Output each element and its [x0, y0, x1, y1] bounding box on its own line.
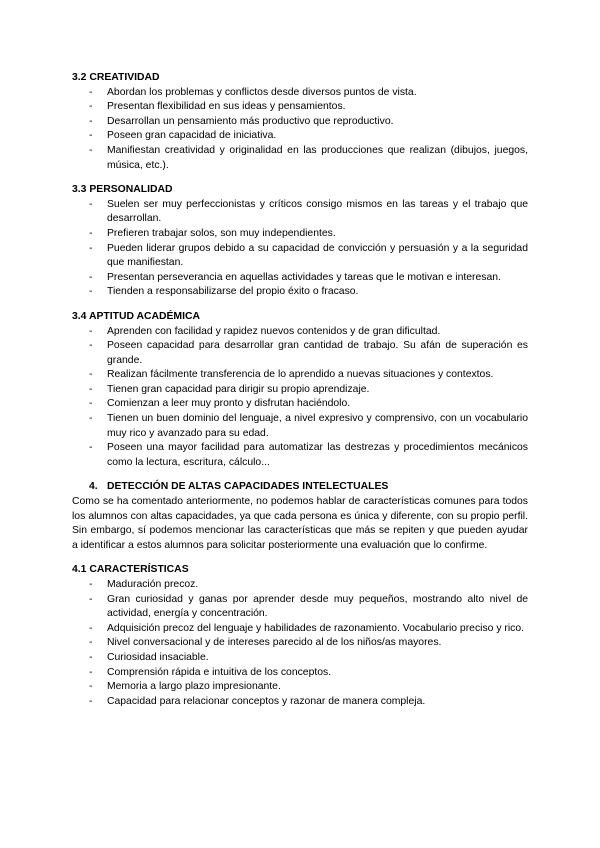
dash-bullet: - — [89, 227, 93, 239]
list-item: - Comprensión rápida e intuitiva de los conceptos. — [72, 666, 528, 681]
list-item: - Presentan flexibilidad en sus ideas y pensamientos. — [72, 100, 528, 115]
dash-bullet: - — [89, 681, 93, 693]
dash-bullet: - — [89, 398, 93, 410]
dash-bullet: - — [89, 325, 93, 337]
list-item: - Desarrollan un pensamiento más productivo que reproductivo. — [72, 115, 528, 130]
dash-bullet: - — [89, 651, 93, 663]
list-item: - Comienzan a leer muy pronto y disfrutan haciéndolo. — [72, 397, 528, 412]
list-item: - Pueden liderar grupos debido a su capacidad de convicción y persuasión y a la seguridad que manifiestan. — [89, 242, 528, 269]
bullet-list — [72, 325, 528, 471]
document-page — [72, 71, 528, 719]
list-item: - Capacidad para relacionar conceptos y razonar de manera compleja. — [72, 695, 528, 710]
list-item: - Poseen gran capacidad de iniciativa. — [72, 129, 528, 144]
list-item: - Presentan perseverancia en aquellas actividades y tareas que le motivan e interesan. — [72, 271, 528, 286]
chapter-number: 4. — [89, 481, 98, 493]
bullet-list — [72, 578, 528, 709]
dash-bullet: - — [89, 622, 93, 634]
dash-bullet: - — [89, 383, 93, 395]
chapter-heading — [72, 480, 528, 495]
dash-bullet: - — [89, 413, 93, 425]
list-item: - Poseen una mayor facilidad para automatizar las destrezas y procedimientos mecánicos como la lectura, escritura, cálculo... — [89, 442, 528, 468]
dash-bullet: - — [89, 86, 93, 98]
dash-bullet: - — [89, 369, 93, 381]
dash-bullet: - — [89, 340, 93, 352]
section-aptitud-academica — [72, 310, 528, 471]
body-paragraph: Como se ha comentado anteriormente, no podemos hablar de características comunes para todos los alumnos con altas capacidades, ya que cada persona es única y diferente, con su propio perfil. Sin embargo, sí podemos mencionar las características que más se repiten y que pueden ayudar a identificar a estos alumnos para solicitar posteriormente una evaluación que lo confirme. — [72, 496, 528, 551]
dash-bullet: - — [89, 442, 93, 454]
list-item: - Tienen gran capacidad para dirigir su propio aprendizaje. — [72, 383, 528, 398]
list-item: - Abordan los problemas y conflictos desde diversos puntos de vista. — [72, 86, 528, 101]
section-heading: 3.4 APTITUD ACADÉMICA — [72, 310, 200, 322]
dash-bullet: - — [89, 695, 93, 707]
list-item: - Prefieren trabajar solos, son muy independientes. — [72, 227, 528, 242]
section-caracteristicas — [72, 563, 528, 709]
dash-bullet: - — [89, 130, 93, 142]
dash-bullet: - — [89, 666, 93, 678]
list-item: - Realizan fácilmente transferencia de lo aprendido a nuevas situaciones y contextos. — [72, 368, 528, 383]
list-item: - Suelen ser muy perfeccionistas y críticos consigo mismos en las tareas y el trabajo que desarrollan. — [89, 198, 528, 225]
section-heading: 3.2 CREATIVIDAD — [72, 72, 160, 83]
list-item: - Aprenden con facilidad y rapidez nuevos contenidos y de gran dificultad. — [72, 325, 528, 340]
bullet-list — [72, 198, 528, 300]
dash-bullet: - — [89, 242, 93, 254]
section-personalidad — [72, 183, 528, 300]
list-item: - Nivel conversacional y de intereses parecido al de los niños/as mayores. — [72, 636, 528, 651]
list-item: - Manifiestan creatividad y originalidad en las producciones que realizan (dibujos, juegos, música, etc.). — [89, 144, 528, 171]
list-item: - Maduración precoz. — [72, 578, 528, 593]
dash-bullet: - — [89, 101, 93, 113]
list-item: - Tienen un buen dominio del lenguaje, a nivel expresivo y comprensivo, con un vocabulario muy rico y avanzado para su edad. — [89, 413, 528, 439]
list-item: - Gran curiosidad y ganas por aprender desde muy pequeños, mostrando alto nivel de actividad, energía y concentración. — [89, 593, 528, 620]
chapter-title: DETECCIÓN DE ALTAS CAPACIDADES INTELECTUALES — [107, 481, 389, 493]
list-item: - Curiosidad insaciable. — [72, 651, 528, 666]
section-heading: 3.3 PERSONALIDAD — [72, 184, 173, 196]
dash-bullet: - — [89, 271, 93, 283]
list-item: - Tienden a responsabilizarse del propio éxito o fracaso. — [72, 285, 528, 300]
dash-bullet: - — [89, 637, 93, 649]
list-item: - Memoria a largo plazo impresionante. — [72, 680, 528, 695]
dash-bullet: - — [89, 115, 93, 127]
section-creatividad — [72, 71, 528, 173]
bullet-list — [72, 86, 528, 174]
dash-bullet: - — [89, 579, 93, 590]
list-item: - Adquisición precoz del lenguaje y habilidades de razonamiento. Vocabulario preciso y rico. — [72, 622, 528, 637]
dash-bullet: - — [89, 144, 93, 156]
dash-bullet: - — [89, 286, 93, 298]
section-heading: 4.1 CARACTERÍSTICAS — [72, 564, 189, 576]
list-item: - Poseen capacidad para desarrollar gran cantidad de trabajo. Su afán de superación es grande. — [89, 340, 528, 366]
dash-bullet: - — [89, 198, 93, 210]
dash-bullet: - — [89, 593, 93, 605]
